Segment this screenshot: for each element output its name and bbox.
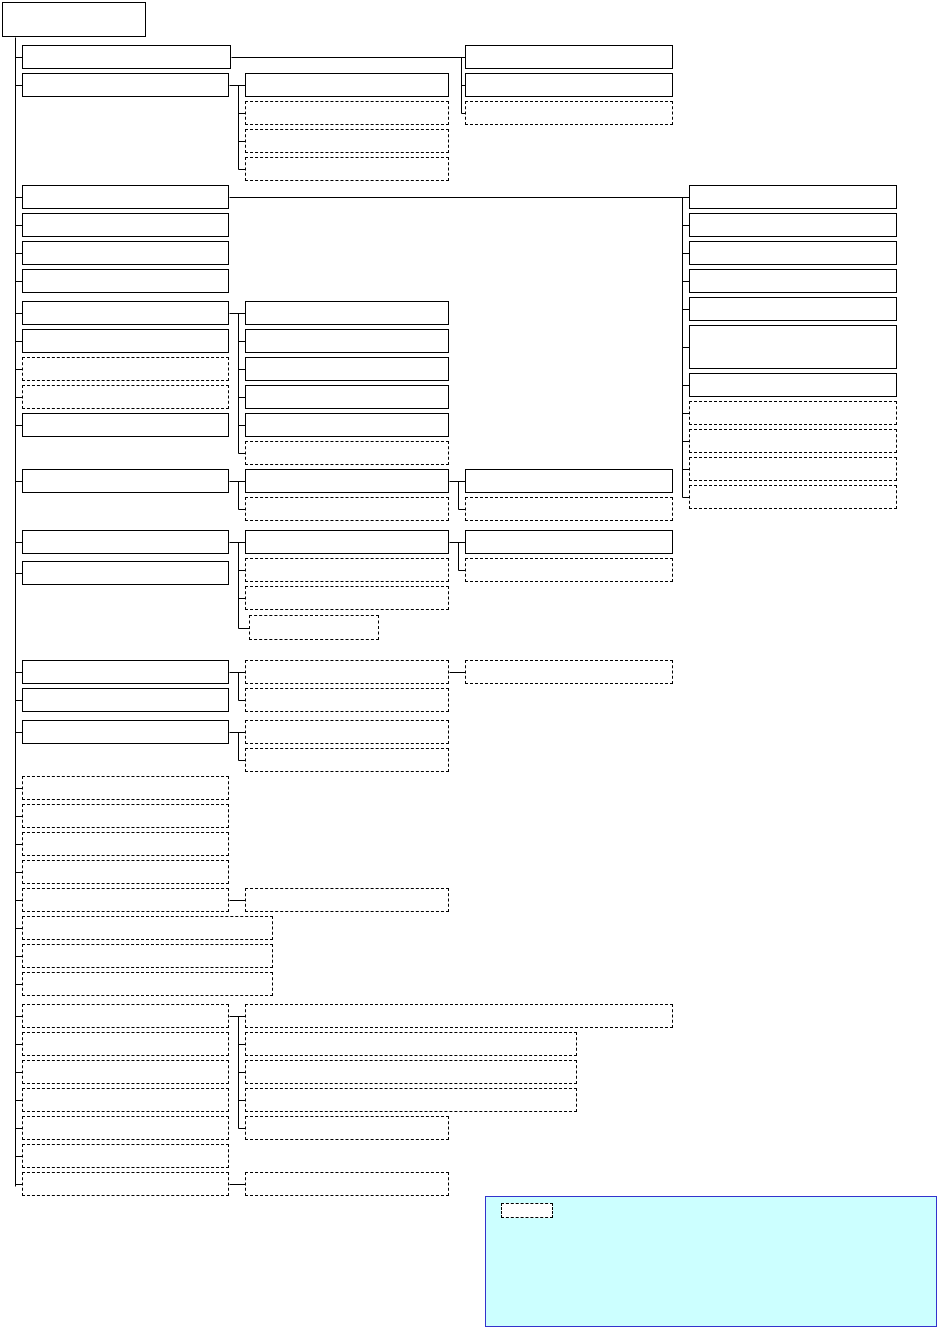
tree-node-a1r3 (465, 101, 673, 125)
tree-node-g1c2 (245, 748, 449, 772)
tree-node-br3 (689, 241, 897, 265)
tree-node-h4 (22, 860, 229, 884)
tree-node-a2c2 (245, 101, 449, 125)
tree-node-b2 (22, 213, 229, 237)
tree-node-br7 (689, 373, 897, 397)
tree-node-f1c2 (245, 688, 449, 712)
tree-node-c2 (22, 329, 229, 353)
tree-node-g1c1 (245, 720, 449, 744)
tree-node-c5 (22, 413, 229, 437)
tree-node-a1r1 (465, 45, 673, 69)
tree-node-e1c4 (249, 615, 379, 640)
legend-dashed-sample (501, 1203, 553, 1218)
tree-node-h5c1 (245, 888, 449, 912)
tree-node-c3 (22, 357, 229, 381)
tree-node-d1 (22, 469, 229, 493)
tree-node-h1 (22, 776, 229, 800)
tree-node-br9 (689, 429, 897, 453)
tree-node-br2 (689, 213, 897, 237)
tree-node-b1 (22, 185, 229, 209)
tree-node-a2c4 (245, 157, 449, 181)
tree-node-c1 (22, 301, 229, 325)
tree-node-h5 (22, 888, 229, 912)
tree-node-cc1 (245, 301, 449, 325)
tree-node-d1r2 (465, 497, 673, 521)
tree-node-cc2 (245, 329, 449, 353)
tree-node-a1 (22, 45, 231, 69)
tree-node-i3 (22, 1060, 229, 1084)
tree-node-d1c1 (245, 469, 449, 493)
tree-node-h3 (22, 832, 229, 856)
tree-node-i1 (22, 1004, 229, 1028)
tree-node-e1c2 (245, 558, 449, 582)
tree-node-h6 (22, 916, 273, 940)
tree-node-br8 (689, 401, 897, 425)
tree-node-h2 (22, 804, 229, 828)
tree-node-d1c2 (245, 497, 449, 521)
tree-node-f1 (22, 660, 229, 684)
tree-node-f1c1 (245, 660, 449, 684)
tree-node-br6 (689, 325, 897, 369)
legend-panel (485, 1196, 937, 1327)
tree-node-h8 (22, 972, 273, 996)
tree-node-a2 (22, 73, 229, 97)
tree-node-a2c3 (245, 129, 449, 153)
tree-node-a2c1 (245, 73, 449, 97)
tree-node-e1r2 (465, 558, 673, 582)
tree-node-a1r2 (465, 73, 673, 97)
tree-node-b4 (22, 269, 229, 293)
tree-node-e1r1 (465, 530, 673, 554)
tree-node-i7 (22, 1172, 229, 1196)
tree-node-i1c5 (245, 1116, 449, 1140)
tree-node-i5 (22, 1116, 229, 1140)
tree-node-cc3 (245, 357, 449, 381)
tree-node-e1c3 (245, 586, 449, 610)
tree-node-br11 (689, 485, 897, 509)
tree-node-i2 (22, 1032, 229, 1056)
tree-node-f1r1 (465, 660, 673, 684)
tree-node-cc6 (245, 441, 449, 465)
tree-node-c4 (22, 385, 229, 409)
tree-node-e1c1 (245, 530, 449, 554)
tree-node-i7c1 (245, 1172, 449, 1196)
tree-node-b3 (22, 241, 229, 265)
tree-node-e1 (22, 530, 229, 554)
tree-node-i1c4 (245, 1088, 577, 1112)
tree-node-root (2, 2, 146, 37)
tree-node-br1 (689, 185, 897, 209)
tree-node-f2 (22, 688, 229, 712)
tree-node-br10 (689, 457, 897, 481)
tree-node-i1c2 (245, 1032, 577, 1056)
tree-node-br5 (689, 297, 897, 321)
tree-node-g1 (22, 720, 229, 744)
tree-node-i1c3 (245, 1060, 577, 1084)
tree-node-i1c1 (245, 1004, 673, 1028)
tree-node-i4 (22, 1088, 229, 1112)
tree-node-d1r1 (465, 469, 673, 493)
tree-node-cc5 (245, 413, 449, 437)
tree-node-br4 (689, 269, 897, 293)
tree-node-h7 (22, 944, 273, 968)
tree-node-i6 (22, 1144, 229, 1168)
tree-node-e2 (22, 561, 229, 585)
tree-node-cc4 (245, 385, 449, 409)
